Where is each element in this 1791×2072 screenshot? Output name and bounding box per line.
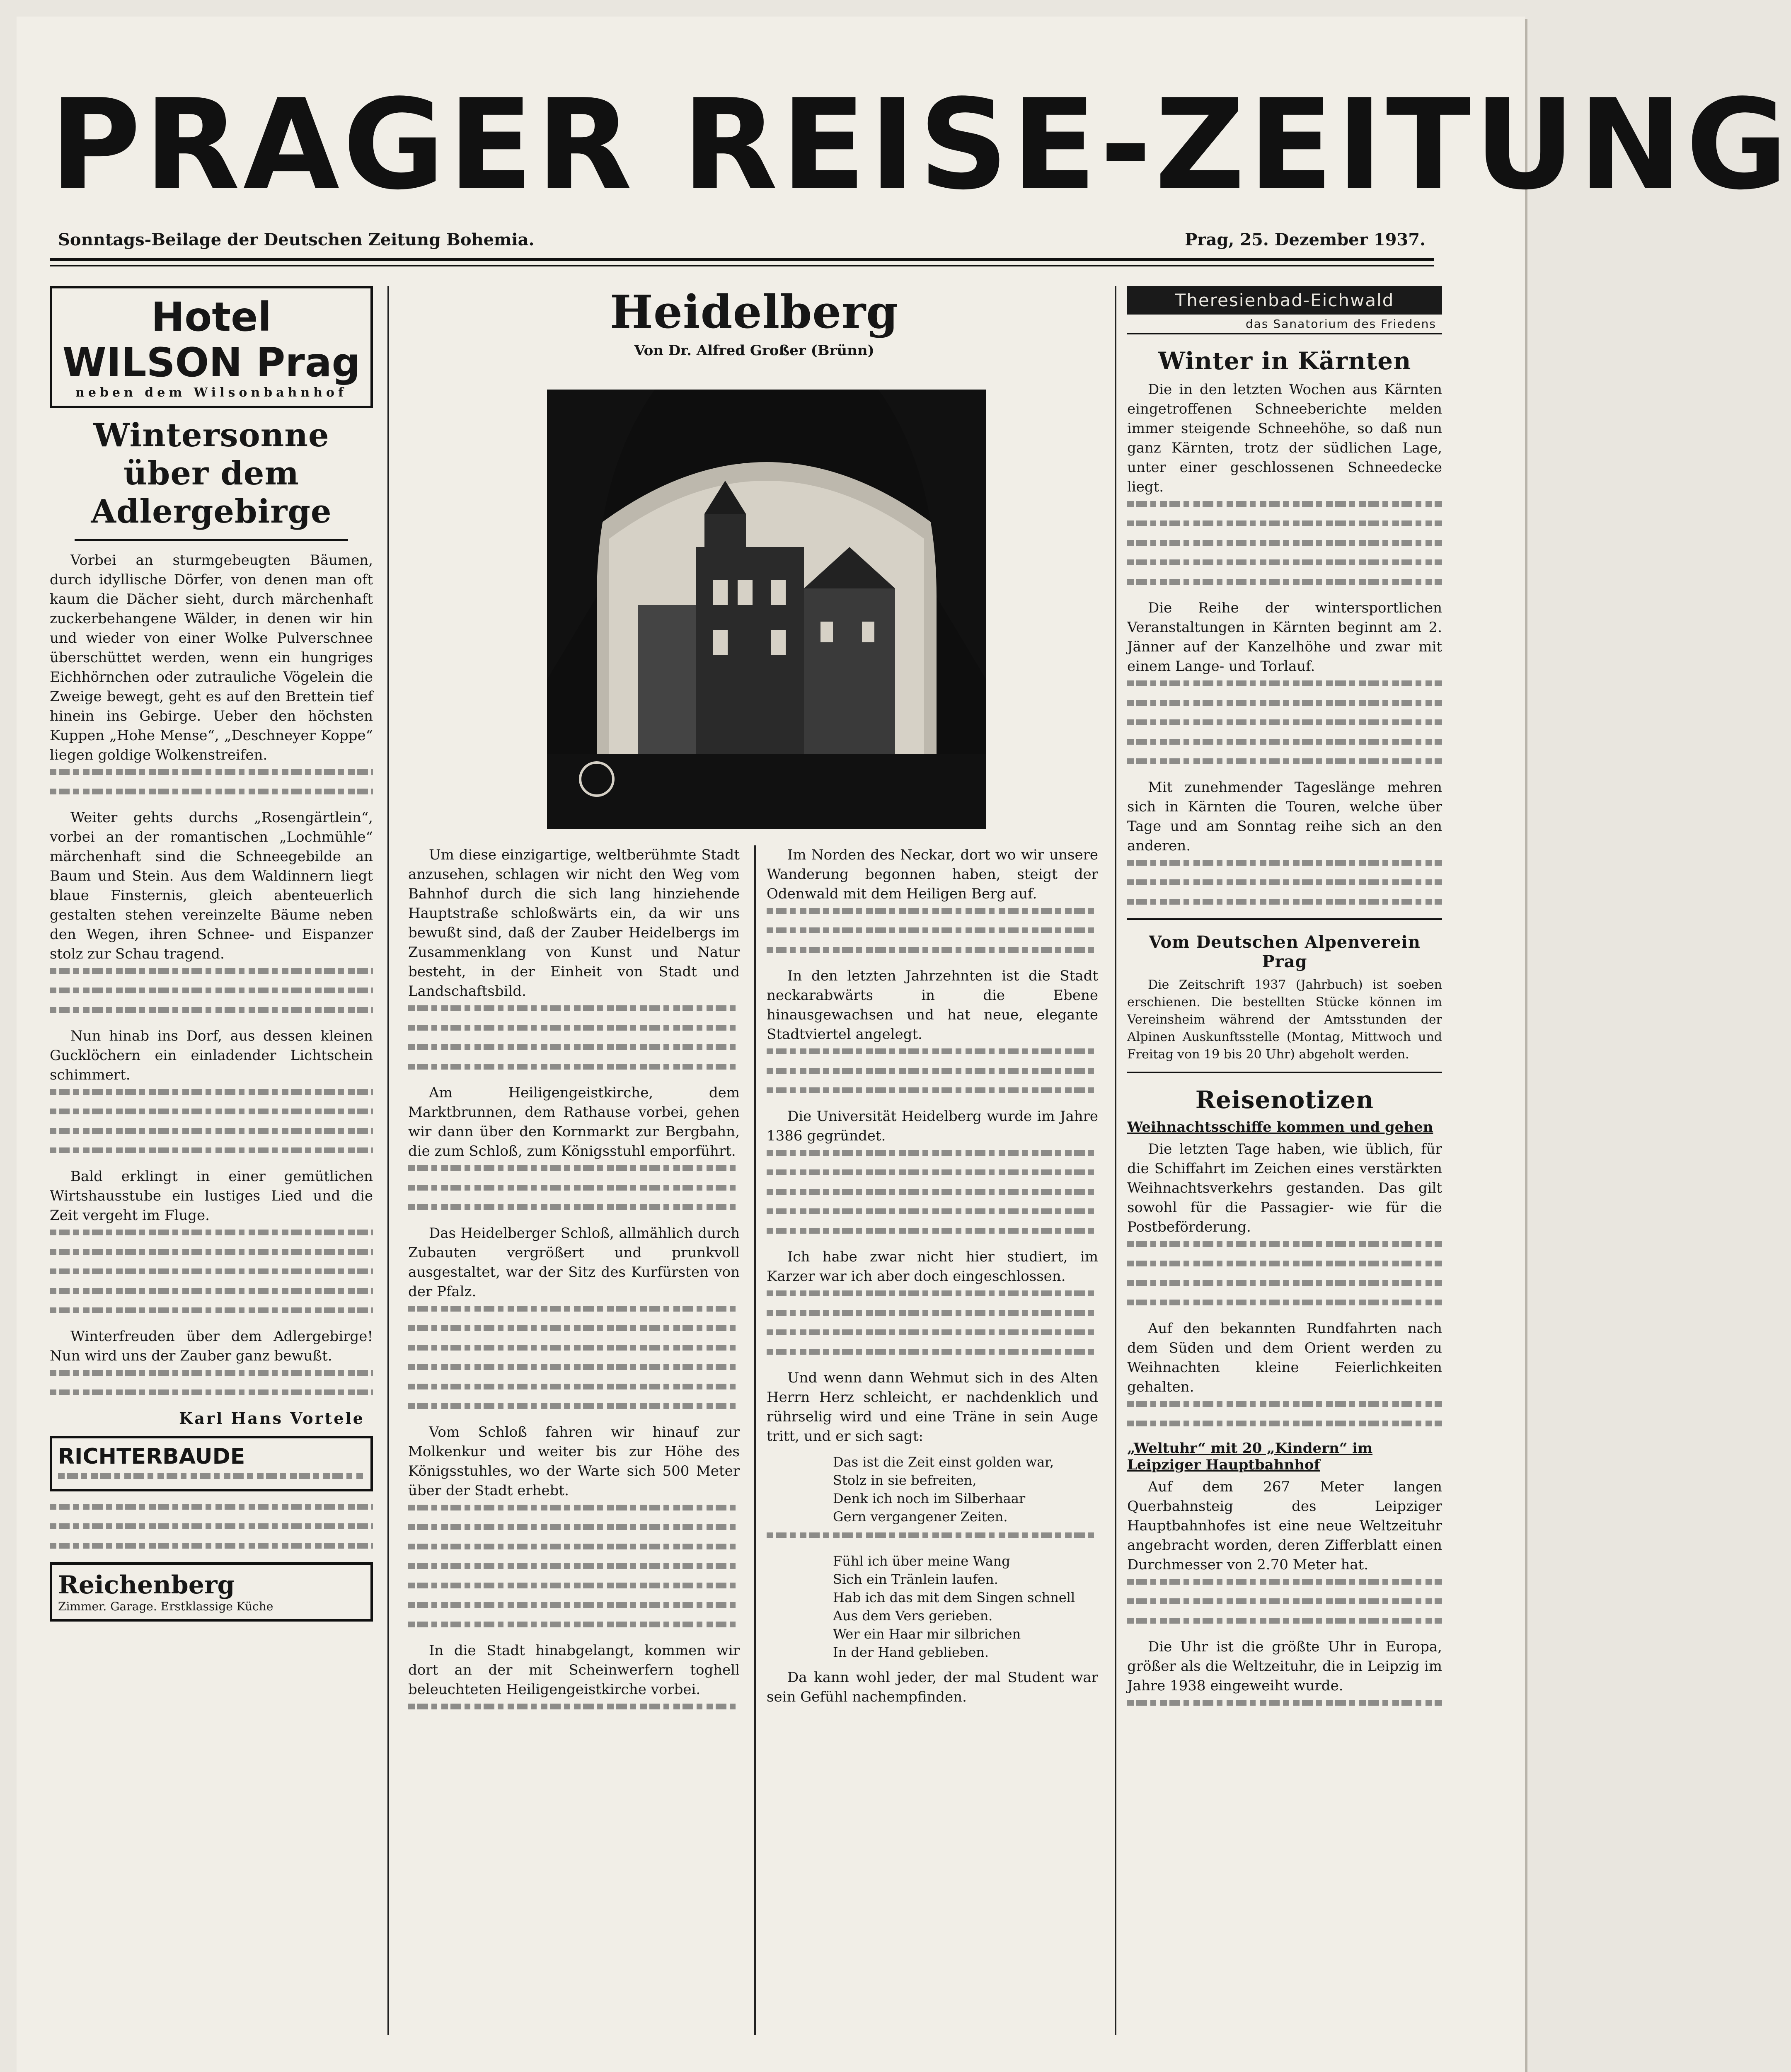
- text-lines: [1127, 579, 1442, 585]
- text-lines: [767, 927, 1098, 933]
- text-lines: [50, 1370, 373, 1376]
- reise-subhead: Weihnachtsschiffe kommen und gehen: [1127, 1119, 1433, 1135]
- column-rule: [387, 286, 389, 2035]
- theresienbad-sub: das Sanatorium des Friedens: [1127, 315, 1442, 334]
- right-column: [1127, 286, 1442, 2035]
- text-lines: [408, 1505, 740, 1510]
- center-right-text: [767, 845, 1098, 2035]
- heidelberg-paragraph: In den letzten Jahrzehnten ist die Stadt neckarabwärts in die Ebene hinausgewachsen und hat neue, elegante Stadtviertel angelegt.: [767, 968, 1098, 1043]
- hotel-tagline: neben dem Wilsonbahnhof: [75, 385, 347, 400]
- winter-paragraph: Die in den letzten Wochen aus Kärnten eingetroffenen Schneeberichte melden immer steigende Schneehöhe, so daß nun ganz Kärnten, trotz der südlichen Lage, unter einer geschlossenen Schneedecke liegt.: [1127, 381, 1442, 495]
- poem-line: In der Hand geblieben.: [833, 1644, 989, 1660]
- heidelberg-byline: Von Dr. Alfred Großer (Brünn): [634, 342, 874, 359]
- text-lines: [1127, 520, 1442, 526]
- text-lines: [1127, 559, 1442, 565]
- text-lines: [767, 1169, 1098, 1175]
- text-lines: [408, 1165, 740, 1171]
- text-lines: [50, 1147, 373, 1153]
- text-lines: [50, 1249, 373, 1255]
- dateline: Prag, 25. Dezember 1937.: [1185, 230, 1426, 249]
- heidelberg-paragraph: Um diese einzigartige, weltberühmte Stadt anzusehen, schlagen wir nicht den Weg vom Bahnhof durch die sich lang hinziehende Hauptstraße schloßwärts ein, da wir uns bewußt sind, daß der Zauber Heidelbergs im Zusammenklang von Kunst und Natur besteht, in der Einheit von Stadt und Landschaftsbild.: [408, 847, 740, 1000]
- reichenberg-note: Zimmer. Garage. Erstklassige Küche: [58, 1600, 273, 1613]
- text-lines: [767, 1048, 1098, 1054]
- winter-headline: Winter in Kärnten: [1158, 347, 1411, 375]
- text-lines: [1127, 1261, 1442, 1266]
- text-lines: [50, 1230, 373, 1235]
- masthead-rule-thin: [50, 265, 1434, 266]
- text-lines: [408, 1544, 740, 1549]
- poem-line: Fühl ich über meine Wang: [833, 1553, 1010, 1569]
- text-lines: [50, 988, 373, 993]
- text-lines: [1127, 1401, 1442, 1407]
- text-lines: [1127, 758, 1442, 764]
- article-headline: Wintersonne über dem Adlergebirge: [91, 416, 332, 530]
- richterbaude-name: RICHTERBAUDE: [58, 1444, 245, 1469]
- text-lines: [767, 1068, 1098, 1074]
- text-lines: [50, 1109, 373, 1114]
- text-lines: [50, 1504, 373, 1510]
- text-lines: [50, 1307, 373, 1313]
- text-lines: [1127, 540, 1442, 546]
- text-lines: [50, 1523, 373, 1529]
- heidelberg-paragraph: Und wenn dann Wehmut sich in des Alten Herrn Herz schleicht, er nachdenklich und rührselig wird und eine Träne in sein Auge tritt, und er sich sagt:: [767, 1370, 1098, 1445]
- section-rule: [1127, 1072, 1442, 1073]
- winter-paragraph: Mit zunehmender Tageslänge mehren sich in Kärnten die Touren, welche über Tage und am Sonntag reihe sich an den anderen.: [1127, 779, 1442, 854]
- text-lines: [50, 968, 373, 974]
- text-lines: [1127, 700, 1442, 706]
- text-lines: [50, 1543, 373, 1549]
- section-rule: [1127, 918, 1442, 920]
- hotel-wilson-ad: [50, 286, 373, 408]
- poem-line: Gern vergangener Zeiten.: [833, 1509, 1008, 1525]
- winter-paragraph: Die Reihe der wintersportlichen Veranstaltungen in Kärnten beginnt am 2. Jänner auf der Kanzelhöhe und zwar mit einem Lange- und Torlauf.: [1127, 600, 1442, 675]
- heidelberg-woodcut-illustration: [547, 390, 986, 829]
- heidelberg-closing: Da kann wohl jeder, der mal Student war sein Gefühl nachempfinden.: [767, 1669, 1098, 1705]
- text-lines: [1127, 1421, 1442, 1426]
- text-lines: [1127, 899, 1442, 905]
- text-lines: [408, 1704, 740, 1709]
- text-lines: [50, 789, 373, 794]
- text-lines: [1127, 1241, 1442, 1247]
- column-rule: [1115, 286, 1116, 2035]
- masthead-rule: [50, 258, 1434, 261]
- text-lines: [408, 1064, 740, 1070]
- text-lines: [408, 1563, 740, 1569]
- reisenotizen-headline: Reisenotizen: [1195, 1086, 1374, 1114]
- poem-line: Aus dem Vers gerieben.: [833, 1608, 993, 1624]
- poem-stanza-1: [767, 1453, 1098, 1526]
- reise-paragraph: Die Uhr ist die größte Uhr in Europa, größer als die Weltzeituhr, die in Leipzig im Jahre 1938 eingeweiht wurde.: [1127, 1639, 1442, 1694]
- text-lines: [408, 1005, 740, 1011]
- text-lines: [1127, 860, 1442, 866]
- text-lines: [50, 1089, 373, 1095]
- text-lines: [58, 1473, 365, 1479]
- text-lines: [50, 1007, 373, 1013]
- heidelberg-paragraph: Vom Schloß fahren wir hinauf zur Molkenkur und weiter bis zur Höhe des Königsstuhles, wo der Warte sich 500 Meter über der Stadt erhebt.: [408, 1424, 740, 1499]
- heidelberg-paragraph: Am Heiligengeistkirche, dem Marktbrunnen, dem Rathause vorbei, gehen wir dann über den Kornmarkt zur Bergbahn, die zum Schloß, zum Königsstuhl emporführt.: [408, 1084, 740, 1159]
- alpenverein-paragraph: Die Zeitschrift 1937 (Jahrbuch) ist soeben erschienen. Die bestellten Stücke können im Vereinsheim während der Amtsstunden der Alpinen Auskunftsstelle (Montag, Mittwoch und Freitag von 19 bis 20 Uhr) abgeholt werden.: [1127, 978, 1442, 1062]
- text-lines: [767, 1310, 1098, 1316]
- text-lines: [767, 1208, 1098, 1214]
- text-lines: [1127, 1300, 1442, 1305]
- heidelberg-paragraph: Ich habe zwar nicht hier studiert, im Karzer war ich aber doch eingeschlossen.: [767, 1249, 1098, 1285]
- text-lines: [408, 1204, 740, 1210]
- heidelberg-paragraph: Die Universität Heidelberg wurde im Jahre 1386 gegründet.: [767, 1108, 1098, 1144]
- article-paragraph: Weiter gehts durchs „Rosengärtlein“, vorbei an der romantischen „Lochmühle“ märchenhaft sind die Schneegebilde an Baum und Stein. Aus dem Waldinnern liegt blaue Finsternis, gleich abenteuerlich gestalten stehen vereinzelte Bäume neben den Wegen, ihren Schnee- und Eispanzer stolz zur Schau tragend.: [50, 809, 373, 962]
- heidelberg-paragraph: Im Norden des Neckar, dort wo wir unsere Wanderung begonnen haben, steigt der Odenwald mit dem Heiligen Berg auf.: [767, 847, 1098, 902]
- center-left-text: [408, 845, 740, 2035]
- heidelberg-paragraph: In die Stadt hinabgelangt, kommen wir dort an der mit Scheinwerfern toghell beleuchteten Heiligengeistkirche vorbei.: [408, 1642, 740, 1698]
- reise-paragraph: Die letzten Tage haben, wie üblich, für die Schiffahrt im Zeichen eines verstärkten Weihnachtsverkehrs gestanden. Das gilt sowohl für die Passagier- wie für die Postbeförderung.: [1127, 1141, 1442, 1235]
- text-lines: [50, 1389, 373, 1395]
- text-lines: [50, 769, 373, 775]
- text-lines: [767, 1189, 1098, 1195]
- masthead: [50, 70, 1791, 257]
- poem-line: Stolz in sie befreiten,: [833, 1472, 977, 1488]
- text-lines: [408, 1325, 740, 1331]
- reise-paragraph: Auf dem 267 Meter langen Querbahnsteig des Leipziger Hauptbahnhofes ist eine neue Weltzeituhr angebracht worden, deren Zifferblatt einen Durchmesser von 2.70 Meter hat.: [1127, 1479, 1442, 1573]
- text-lines: [408, 1044, 740, 1050]
- woodcut-svg: [547, 390, 986, 829]
- poem-line: Denk ich noch im Silberhaar: [833, 1491, 1026, 1506]
- article-paragraph: Winterfreuden über dem Adlergebirge! Nun wird uns der Zauber ganz bewußt.: [50, 1328, 373, 1364]
- text-lines: [1127, 1618, 1442, 1624]
- text-lines: [408, 1025, 740, 1031]
- text-lines: [408, 1384, 740, 1389]
- poem-line: Sich ein Tränlein laufen.: [833, 1571, 998, 1587]
- text-lines: [767, 1150, 1098, 1156]
- headline-rule: [75, 539, 348, 541]
- text-lines: [408, 1622, 740, 1627]
- supplement-note: Sonntags-Beilage der Deutschen Zeitung Bohemia.: [58, 230, 535, 249]
- reise-subhead: „Weltuhr“ mit 20 „Kindern“ im Leipziger Hauptbahnhof: [1127, 1440, 1373, 1473]
- text-lines: [1127, 1579, 1442, 1585]
- text-lines: [767, 1532, 1098, 1538]
- masthead-subline: [58, 230, 1426, 255]
- text-lines: [767, 908, 1098, 914]
- text-lines: [1127, 1280, 1442, 1286]
- heidelberg-headline: Heidelberg: [610, 285, 899, 339]
- text-lines: [767, 1349, 1098, 1355]
- text-lines: [1127, 739, 1442, 745]
- reichenberg-name: Reichenberg: [58, 1571, 235, 1600]
- column-rule: [754, 845, 756, 2035]
- text-lines: [767, 947, 1098, 953]
- article-paragraph: Vorbei an sturmgebeugten Bäumen, durch idyllische Dörfer, von denen man oft kaum die Dächer sieht, durch märchenhaft zuckerbehangene Wälder, in denen wir hin und wieder von einer Wolke Pulverschnee überschüttet werden, wenn ein hungriges Eichhörnchen oder zutrauliche Vögelein die Zweige bewegt, geht es auf den Brettein tief hinein ins Gebirge. Ueber den höchsten Kuppen „Hohe Mense“, „Deschneyer Koppe“ liegen goldige Wolkenstreifen.: [50, 552, 373, 763]
- text-lines: [408, 1583, 740, 1588]
- text-lines: [408, 1185, 740, 1191]
- theresienbad-ad: Theresienbad-Eichwald: [1127, 286, 1442, 315]
- text-lines: [1127, 501, 1442, 507]
- text-lines: [1127, 1700, 1442, 1706]
- left-column: [50, 286, 373, 2035]
- text-lines: [767, 1329, 1098, 1335]
- poem-line: Hab ich das mit dem Singen schnell: [833, 1590, 1075, 1605]
- text-lines: [408, 1602, 740, 1608]
- text-lines: [767, 1087, 1098, 1093]
- poem-line: Wer ein Haar mir silbrichen: [833, 1626, 1021, 1642]
- hotel-name: Hotel WILSON Prag: [62, 294, 361, 386]
- text-lines: [1127, 719, 1442, 725]
- heidelberg-paragraph: Das Heidelberger Schloß, allmählich durch Zubauten vergrößert und prunkvoll ausgestaltet, war der Sitz des Kurfürsten von der Pfalz.: [408, 1225, 740, 1300]
- text-lines: [1127, 879, 1442, 885]
- alpenverein-headline: Vom Deutschen Alpenverein Prag: [1149, 932, 1421, 971]
- text-lines: [50, 1288, 373, 1294]
- text-lines: [50, 1268, 373, 1274]
- text-lines: [1127, 680, 1442, 686]
- article-author: Karl Hans Vortele: [179, 1409, 365, 1428]
- text-lines: [408, 1306, 740, 1312]
- text-lines: [408, 1403, 740, 1409]
- reise-paragraph: Auf den bekannten Rundfahrten nach dem Süden und dem Orient werden zu Weihnachten kleine Feierlichkeiten gehalten.: [1127, 1320, 1442, 1395]
- text-lines: [767, 1228, 1098, 1234]
- text-lines: [408, 1364, 740, 1370]
- poem-stanza-2: [767, 1552, 1098, 1661]
- newspaper-title: PRAGER REISE-ZEITUNG: [50, 73, 1791, 217]
- text-lines: [408, 1345, 740, 1351]
- article-paragraph: Bald erklingt in einer gemütlichen Wirtshausstube ein lustiges Lied und die Zeit vergeht im Fluge.: [50, 1168, 373, 1224]
- text-lines: [1127, 1598, 1442, 1604]
- text-lines: [408, 1524, 740, 1530]
- text-lines: [50, 1128, 373, 1134]
- text-lines: [767, 1290, 1098, 1296]
- richterbaude-ad: [50, 1436, 373, 1491]
- reichenberg-ad: [50, 1562, 373, 1622]
- poem-line: Das ist die Zeit einst golden war,: [833, 1454, 1054, 1470]
- article-paragraph: Nun hinab ins Dorf, aus dessen kleinen Gucklöchern ein einladender Lichtschein schimmert.: [50, 1028, 373, 1083]
